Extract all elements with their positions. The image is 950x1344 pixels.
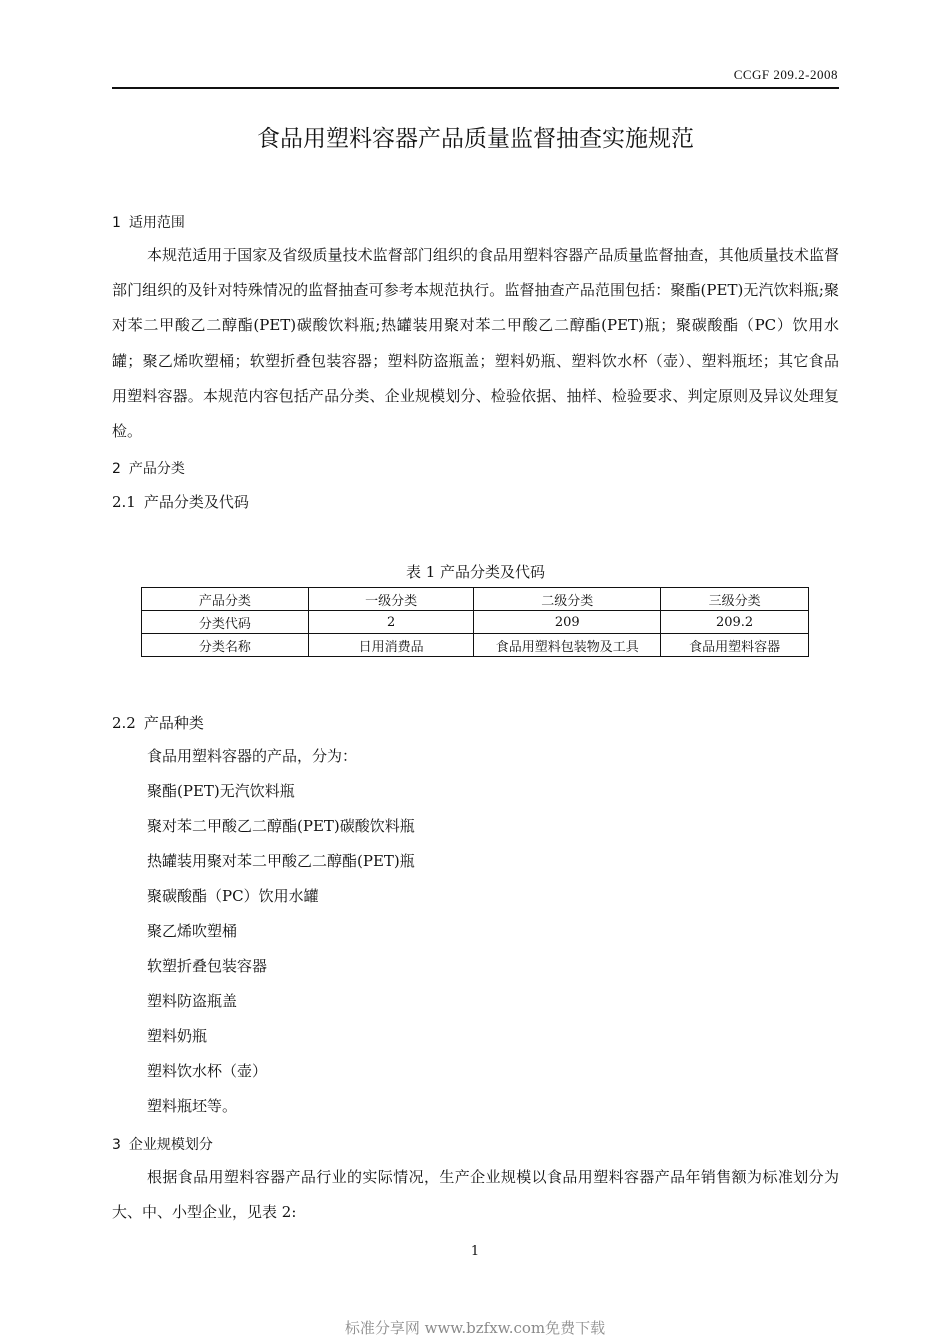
- list-item: 食品用塑料容器的产品，分为：: [147, 747, 358, 765]
- section-3-heading: [112, 1134, 213, 1154]
- watermark: 标准分享网 www.bzfxw.com免费下载: [344, 1319, 606, 1337]
- section-1-heading: [112, 212, 185, 232]
- header-rule: [112, 87, 839, 89]
- section-number: 3: [112, 1137, 121, 1153]
- section-number: 1: [112, 215, 121, 231]
- list-item: 聚对苯二甲酸乙二醇酯(PET)碳酸饮料瓶: [147, 817, 415, 835]
- classification-table: [141, 587, 809, 657]
- product-type-list: [147, 739, 415, 1124]
- page-number: 1: [470, 1244, 480, 1259]
- table-cell: 一级分类: [308, 588, 474, 611]
- table-row: [142, 634, 809, 657]
- standard-code: CCGF 209.2-2008: [733, 67, 838, 82]
- section-number: 2: [112, 461, 121, 477]
- document-title: 食品用塑料容器产品质量监督抽查实施规范: [257, 126, 694, 152]
- list-item: 聚乙烯吹塑桶: [147, 922, 238, 940]
- list-item: 塑料奶瓶: [147, 1027, 208, 1045]
- list-item: 塑料防盗瓶盖: [147, 992, 238, 1010]
- section-title: 产品分类: [128, 461, 185, 477]
- section-3-paragraph: 根据食品用塑料容器产品行业的实际情况，生产企业规模以食品用塑料容器产品年销售额为标准划分为大、中、小型企业，见表 2:: [112, 1168, 839, 1222]
- table-cell: 食品用塑料容器: [661, 634, 809, 657]
- subsection-title: 产品种类: [143, 714, 204, 732]
- table-cell: 2: [308, 611, 474, 634]
- section-2-heading: [112, 458, 185, 478]
- section-1-paragraph: 本规范适用于国家及省级质量技术监督部门组织的食品用塑料容器产品质量监督抽查，其他质量技术监督部门组织的及针对特殊情况的监督抽查可参考本规范执行。监督抽查产品范围包括：聚酯(PET)无汽饮料瓶;聚对苯二甲酸乙二醇酯(PET)碳酸饮料瓶;热罐装用聚对苯二甲酸乙二醇酯(PET)瓶；聚碳酸酯（PC）饮用水罐；聚乙烯吹塑桶；软塑折叠包装容器；塑料防盗瓶盖；塑料奶瓶、塑料饮水杯（壶）、塑料瓶坯；其它食品用塑料容器。本规范内容包括产品分类、企业规模划分、检验依据、抽样、检验要求、判定原则及异议处理复检。: [112, 246, 839, 441]
- list-item: 塑料瓶坯等。: [147, 1097, 238, 1115]
- table-row: [142, 611, 809, 634]
- section-title: 适用范围: [128, 215, 185, 231]
- subsection-number: 2.2: [112, 714, 136, 732]
- subsection-title: 产品分类及代码: [143, 493, 249, 511]
- table-cell: 分类代码: [142, 611, 309, 634]
- section-title: 企业规模划分: [128, 1137, 213, 1153]
- table-row: [142, 588, 809, 611]
- table-cell: 209: [474, 611, 661, 634]
- table-cell: 二级分类: [474, 588, 661, 611]
- list-item: 软塑折叠包装容器: [147, 957, 268, 975]
- table-cell: 三级分类: [661, 588, 809, 611]
- table-cell: 209.2: [661, 611, 809, 634]
- table-cell: 产品分类: [142, 588, 309, 611]
- list-item: 塑料饮水杯（壶）: [147, 1062, 268, 1080]
- subsection-number: 2.1: [112, 493, 136, 511]
- subsection-2-2-heading: [112, 712, 204, 733]
- table-cell: 食品用塑料包装物及工具: [474, 634, 661, 657]
- table-cell: 日用消费品: [308, 634, 474, 657]
- table-1-caption: 表 1 产品分类及代码: [405, 563, 546, 581]
- list-item: 聚酯(PET)无汽饮料瓶: [147, 782, 295, 800]
- list-item: 热罐装用聚对苯二甲酸乙二醇酯(PET)瓶: [147, 852, 415, 870]
- list-item: 聚碳酸酯（PC）饮用水罐: [147, 887, 319, 905]
- table-cell: 分类名称: [142, 634, 309, 657]
- subsection-2-1-heading: [112, 491, 249, 512]
